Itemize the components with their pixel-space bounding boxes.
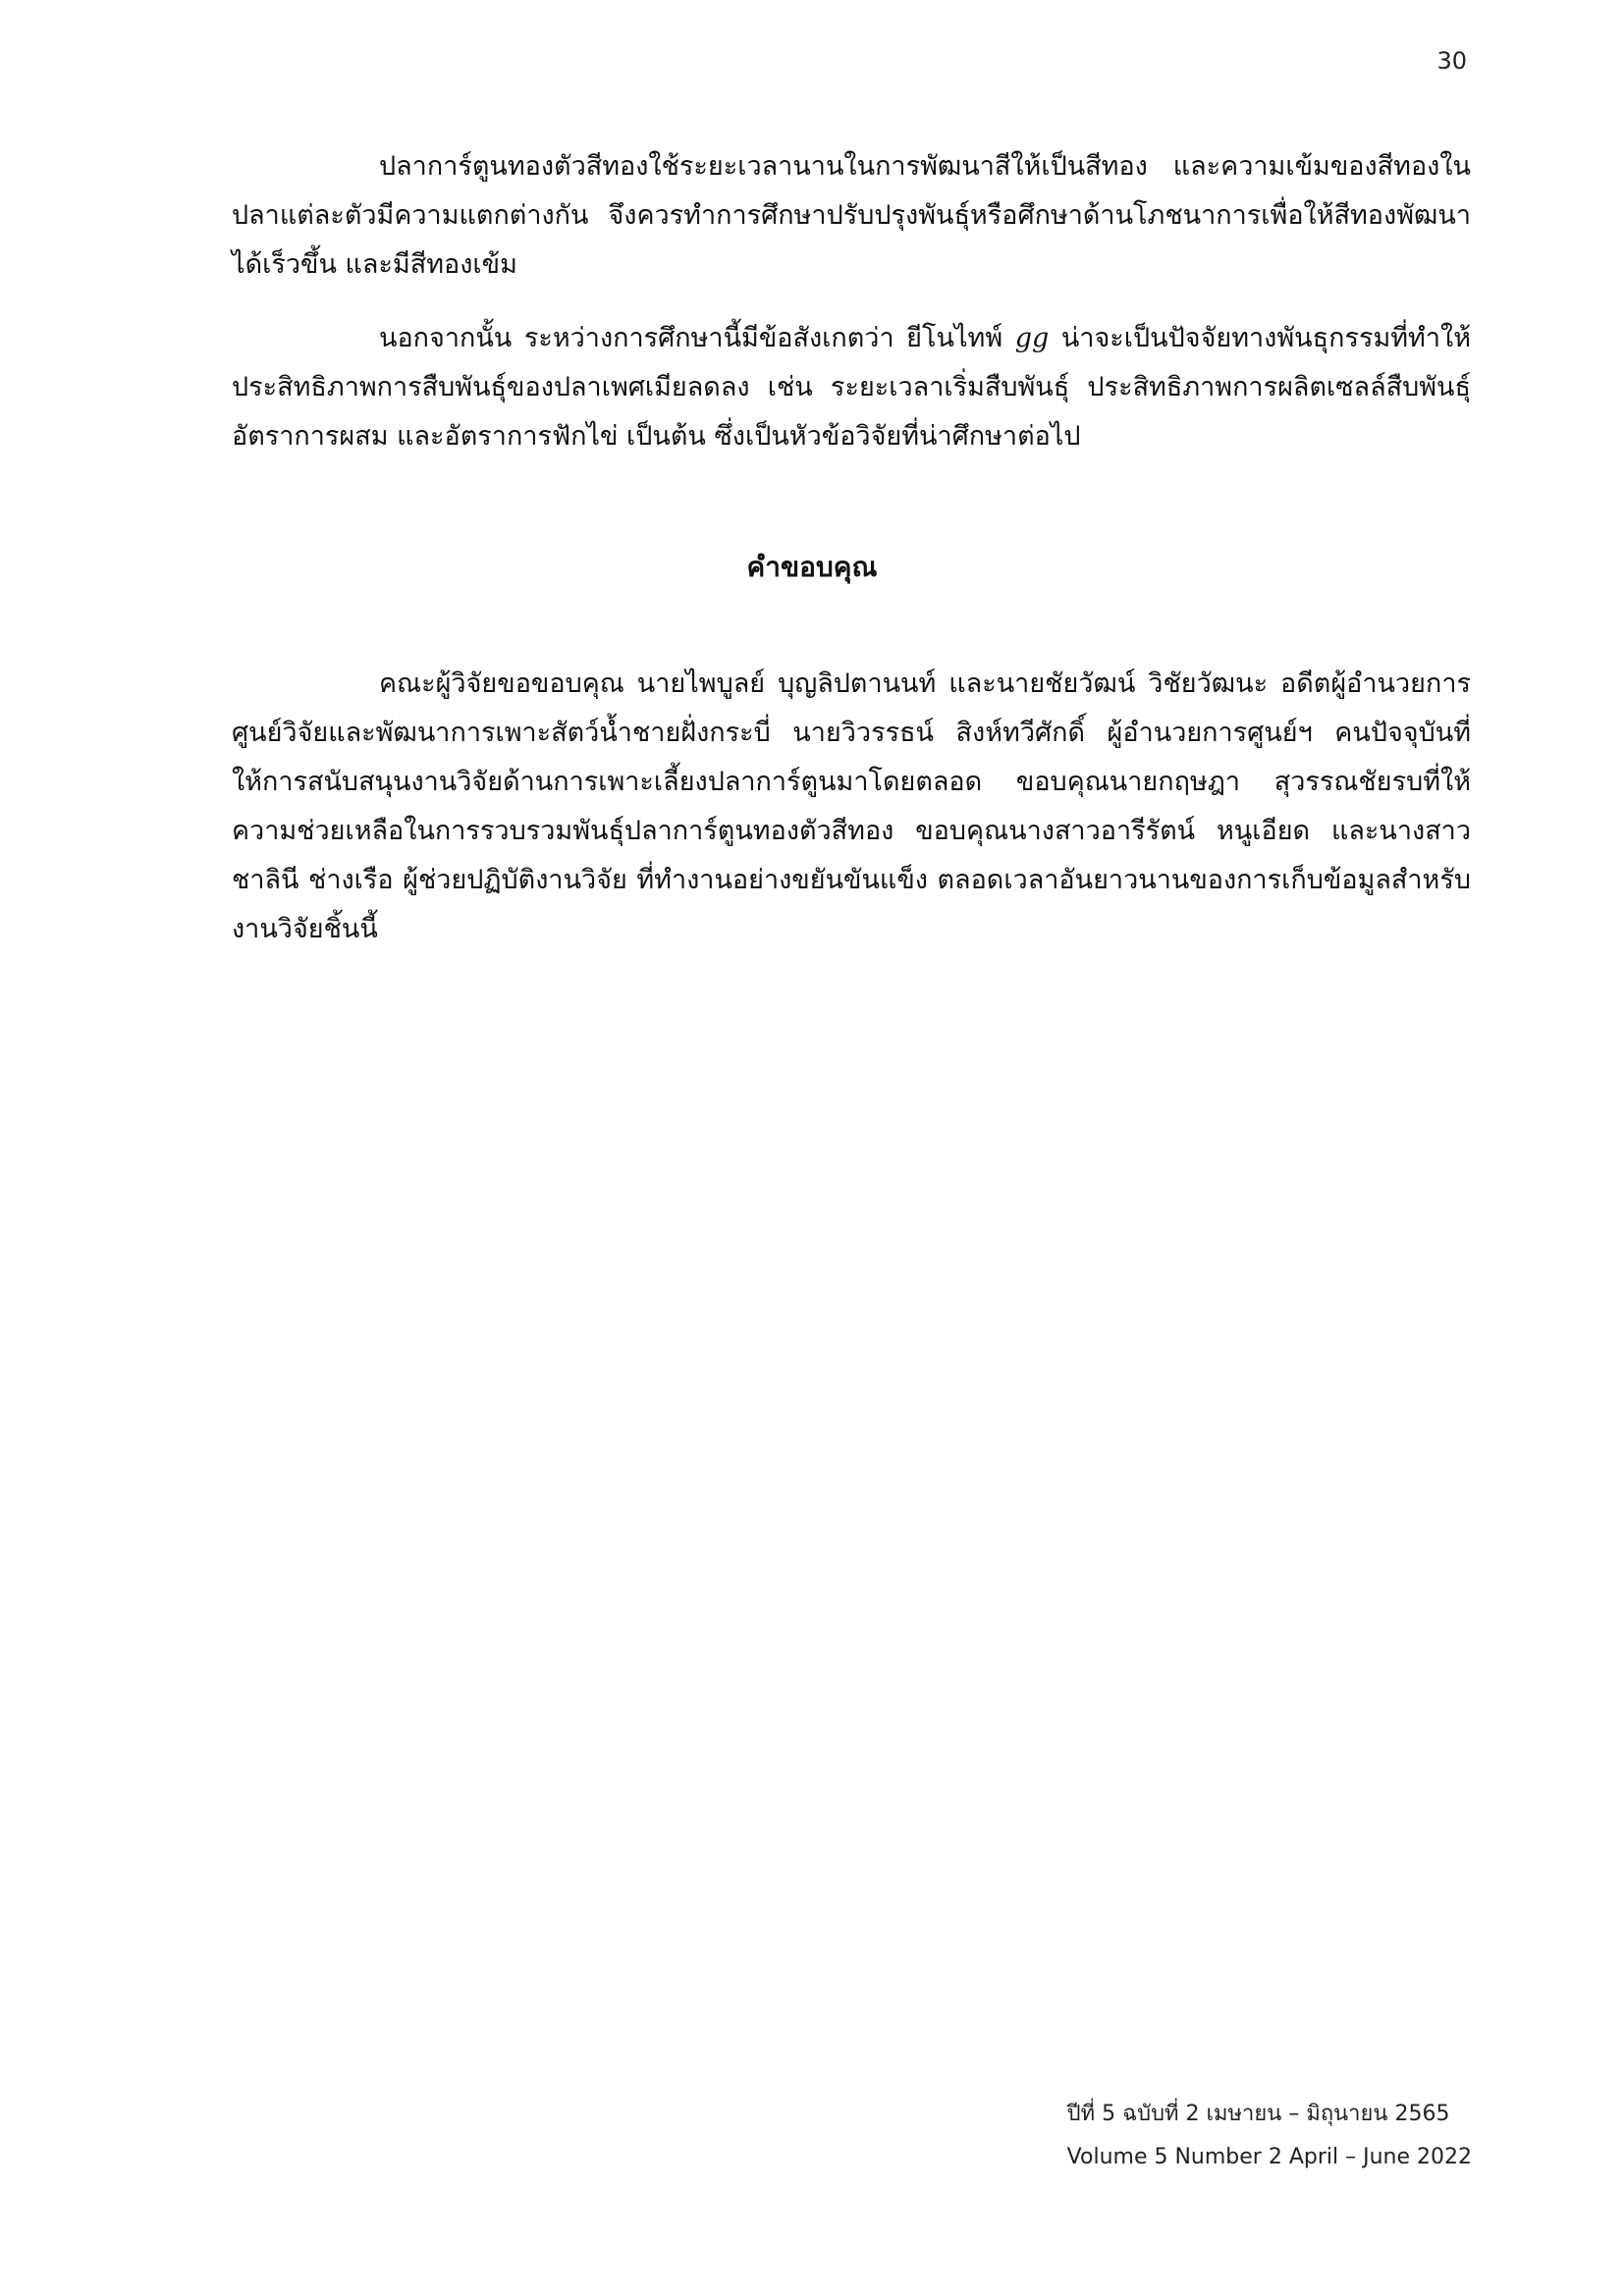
acknowledgement-paragraph [232,660,1471,954]
paragraph-2-text-before: นอกจากนั้น ระหว่างการศึกษานี้มีข้อสังเกตว่า ยีโนไทพ์ [379,323,1015,353]
page-number: 30 [1436,47,1467,75]
journal-footer [1067,2093,1472,2179]
paragraph-1-text: ปลาการ์ตูนทองตัวสีทองใช้ระยะเวลานานในการพัฒนาสีให้เป็นสีทอง และความเข้มของสีทองในปลาแต่ละตัวมีความแตกต่างกัน จึงควรทำการศึกษาปรับปรุงพันธุ์หรือศึกษาด้านโภชนาการเพื่อให้สีทองพัฒนาได้เร็วขึ้น และมีสีทองเข้ม [232,151,1471,280]
paragraph-2-text-after: น่าจะเป็นปัจจัยทางพันธุกรรมที่ทำให้ประสิทธิภาพการสืบพันธุ์ของปลาเพศเมียลดลง เช่น ระยะเวลาเริ่มสืบพันธุ์ ประสิทธิภาพการผลิตเซลล์สืบพันธุ์ อัตราการผสม และอัตราการฟักไข่ เป็นต้น ซึ่งเป็นหัวข้อวิจัยที่น่าศึกษาต่อไป [232,323,1471,452]
footer-thai-issue: ปีที่ 5 ฉบับที่ 2 เมษายน – มิถุนายน 2565 [1066,2102,1450,2126]
body-paragraph-1 [232,142,1471,290]
genotype-term: gg [1014,323,1050,353]
acknowledgement-text: คณะผู้วิจัยขอขอบคุณ นายไพบูลย์ บุญลิปตานนท์ และนายชัยวัฒน์ วิชัยวัฒนะ อดีตผู้อำนวยการศูนย์วิจัยและพัฒนาการเพาะสัตว์น้ำชายฝั่งกระบี่ นายวิวรรธน์ สิงห์ทวีศักดิ์ ผู้อำนวยการศูนย์ฯ คนปัจจุบันที่ให้การสนับสนุนงานวิจัยด้านการเพาะเลี้ยงปลาการ์ตูนมาโดยตลอด ขอบคุณนายกฤษฎา สุวรรณชัยรบที่ให้ความช่วยเหลือในการรวบรวมพันธุ์ปลาการ์ตูนทองตัวสีทอง ขอบคุณนางสาวอารีรัตน์ หนูเอียด และนางสาวชาลินี ช่างเรือ ผู้ช่วยปฏิบัติงานวิจัย ที่ทำงานอย่างขยันขันแข็ง ตลอดเวลาอันยาวนานของการเก็บข้อมูลสำหรับงานวิจัยชิ้นนี้ [232,668,1471,944]
body-paragraph-2 [232,314,1471,461]
acknowledgement-heading: คำขอบคุณ [746,551,878,583]
footer-english-issue: Volume 5 Number 2 April – June 2022 [1066,2145,1472,2169]
